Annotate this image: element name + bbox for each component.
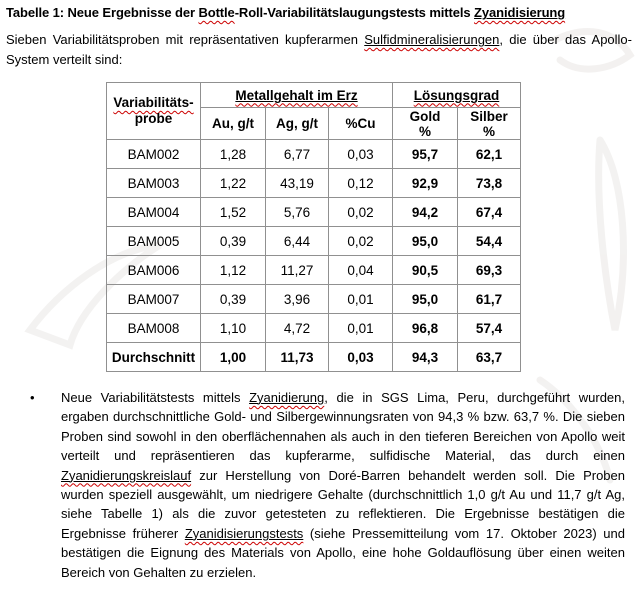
cell-cu: 0,02	[329, 227, 393, 256]
cell-probe: BAM003	[107, 169, 201, 198]
cell-au: 1,22	[201, 169, 266, 198]
header-gold: Gold %	[393, 108, 458, 140]
cell-probe: Durchschnitt	[107, 343, 201, 372]
cell-au: 1,10	[201, 314, 266, 343]
table-row	[107, 256, 521, 285]
bullet-paragraph: Neue Variabilitätstests mittels Zyanidierung, die in SGS Lima, Peru, durchgeführt wurden, ergaben durchschnittliche Gold- und Silbergewinnungsraten von 94,3 % bzw. 63,7 %. Die sieben Proben sind sowohl in den oberflächennahen als auch in den tieferen Bereichen von Apollo weit verteilt und repräsentieren das kupferarme, sulfidische Material, das durch einen Zyanidierungskreislauf zur Herstellung von Doré-Barren behandelt werden soll. Die Proben wurden speziell ausgewählt, um niedrigere Gehalte (durchschnittlich 1,0 g/t Au und 11,7 g/t Ag, siehe Tabelle 1) als die zuvor getesteten zu reflektieren. Die Ergebnisse bestätigen die Ergebnisse früherer Zyanidisierungstests (siehe Pressemitteilung vom 17. Oktober 2023) und bestätigen die Eignung des Materials von Apollo, eine hohe Goldauflösung über einen weiten Bereich von Gehalten zu erzielen.	[61, 390, 625, 580]
cell-silber: 62,1	[458, 140, 521, 169]
cell-silber: 57,4	[458, 314, 521, 343]
table-row	[107, 285, 521, 314]
table-row	[107, 227, 521, 256]
table-row	[107, 140, 521, 169]
cell-cu: 0,03	[329, 343, 393, 372]
bullet-marker: •	[30, 390, 35, 405]
cell-gold: 94,3	[393, 343, 458, 372]
header-group-loesungsgrad: Lösungsgrad	[393, 83, 521, 108]
header-au: Au, g/t	[201, 108, 266, 140]
results-table	[106, 82, 521, 372]
header-group-metallgehalt: Metallgehalt im Erz	[201, 83, 393, 108]
cell-ag: 11,27	[266, 256, 329, 285]
cell-silber: 69,3	[458, 256, 521, 285]
cell-gold: 92,9	[393, 169, 458, 198]
cell-ag: 3,96	[266, 285, 329, 314]
cell-silber: 67,4	[458, 198, 521, 227]
cell-silber: 73,8	[458, 169, 521, 198]
cell-au: 0,39	[201, 227, 266, 256]
header-probe-line2: probe	[134, 111, 173, 126]
cell-gold: 95,0	[393, 285, 458, 314]
cell-au: 1,00	[201, 343, 266, 372]
cell-probe: BAM004	[107, 198, 201, 227]
cell-cu: 0,01	[329, 314, 393, 343]
cell-gold: 94,2	[393, 198, 458, 227]
cell-gold: 90,5	[393, 256, 458, 285]
cell-gold: 95,0	[393, 227, 458, 256]
table-row	[107, 169, 521, 198]
cell-gold: 95,7	[393, 140, 458, 169]
cell-gold: 96,8	[393, 314, 458, 343]
cell-silber: 54,4	[458, 227, 521, 256]
cell-silber: 63,7	[458, 343, 521, 372]
table-row	[107, 314, 521, 343]
header-ag: Ag, g/t	[266, 108, 329, 140]
cell-ag: 6,77	[266, 140, 329, 169]
cell-cu: 0,03	[329, 140, 393, 169]
cell-au: 0,39	[201, 285, 266, 314]
cell-probe: BAM007	[107, 285, 201, 314]
cell-au: 1,28	[201, 140, 266, 169]
cell-cu: 0,01	[329, 285, 393, 314]
cell-ag: 43,19	[266, 169, 329, 198]
header-cu: %Cu	[329, 108, 393, 140]
table-row	[107, 198, 521, 227]
cell-ag: 4,72	[266, 314, 329, 343]
cell-probe: BAM006	[107, 256, 201, 285]
cell-ag: 5,76	[266, 198, 329, 227]
header-probe-line1: Variabilitäts-	[113, 95, 194, 110]
cell-probe: BAM005	[107, 227, 201, 256]
intro-paragraph: Sieben Variabilitätsproben mit repräsentativen kupferarmen Sulfidmineralisierungen, die über das Apollo-System verteilt sind:	[6, 32, 632, 67]
header-variabilitaetsprobe	[107, 83, 201, 140]
cell-ag: 11,73	[266, 343, 329, 372]
bullet-item	[30, 388, 632, 582]
cell-probe: BAM002	[107, 140, 201, 169]
cell-ag: 6,44	[266, 227, 329, 256]
table-body	[107, 140, 521, 372]
document-page	[6, 4, 632, 582]
cell-cu: 0,02	[329, 198, 393, 227]
cell-probe: BAM008	[107, 314, 201, 343]
cell-cu: 0,04	[329, 256, 393, 285]
cell-silber: 61,7	[458, 285, 521, 314]
header-silber: Silber %	[458, 108, 521, 140]
cell-cu: 0,12	[329, 169, 393, 198]
cell-au: 1,52	[201, 198, 266, 227]
cell-au: 1,12	[201, 256, 266, 285]
table-row-average	[107, 343, 521, 372]
page-title: Tabelle 1: Neue Ergebnisse der Bottle-Roll-Variabilitätslaugungstests mittels Zyanidisierung	[6, 5, 566, 20]
